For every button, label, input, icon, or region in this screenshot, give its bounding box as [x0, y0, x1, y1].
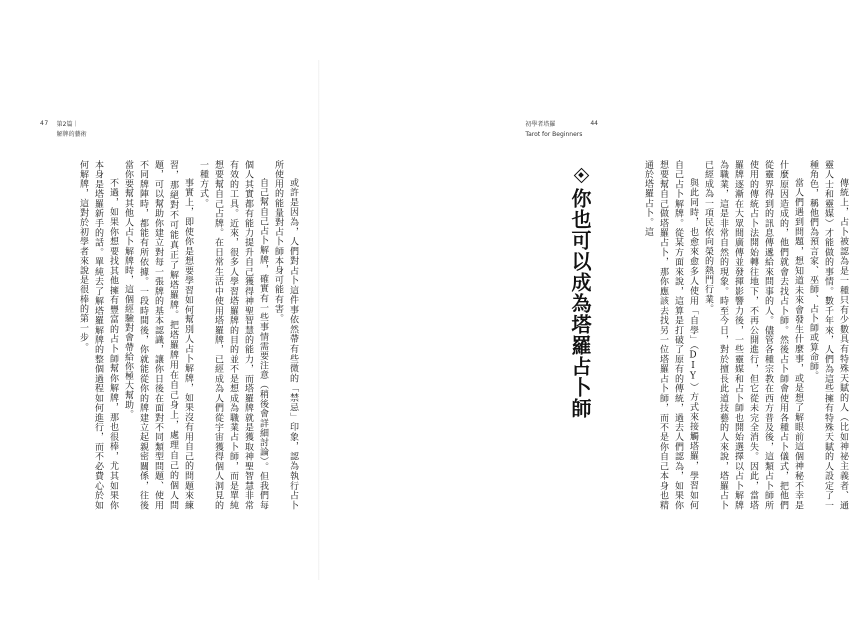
chapter-title: 第2篇｜	[56, 121, 79, 128]
paragraph: 自己幫自己占卜解牌，確實有一些事情需要注意（稍後會詳細討論）。但我們每個人其實都有能力提升自己獲得神聖智慧的能力，而塔羅牌就是獲取神聖智慧非常有效的工具。近來，很多人學習塔羅牌的目的並不是想成為職業占卜師，而是單純想要幫自己占牌。在日常生活中使用塔羅牌，已經成為人們從宇宙獲得個人洞見的一種方式。	[198, 160, 268, 510]
section-title	[566, 168, 595, 419]
paragraph: 當人們遇到問題，想知道未來會發生什麼事，或是想了解眼前這個神秘不幸是什麼原因造成的，他們就會去找占卜師。然後占卜師會使用各種占卜儀式，把他們從靈界得到的訊息傳遞給來問事的人。儘管各種宗教在西方普及後，這類占卜師所使用的傳統占卜法開始轉往地下，不再公開進行，但它從未完全消失。因此，當塔羅牌逐漸在大眾間廣傳並發揮影響力後，一些靈媒和占卜師也開始選擇以占卜解牌為職業，這是非常自然的現象。時至今日，對於擅長此道技藝的人來說，塔羅占卜已經成為一項民依向榮的熱門行業。	[703, 160, 803, 510]
left-page	[0, 0, 320, 640]
left-body-text	[44, 160, 300, 510]
section-title-text: 你也可以成為塔羅占卜師	[568, 188, 592, 419]
diamond-ornament-icon	[574, 168, 588, 182]
left-chapter-label	[57, 120, 87, 140]
paragraph: 或許是因為，人們對占卜這件事依然帶有些微的「禁忌」印象，認為執行占卜所使用的能量對占卜師本身可能有害。	[273, 160, 298, 510]
running-title-english: Tarot for Beginners	[525, 131, 583, 138]
right-page-number: 44	[590, 120, 598, 127]
running-title-block	[525, 120, 582, 140]
right-page-header	[525, 120, 598, 140]
running-title: 初學者塔羅	[525, 121, 556, 128]
chapter-subtitle: 解牌的藝術	[56, 131, 87, 138]
right-body-text	[643, 160, 850, 510]
left-page-header	[40, 120, 87, 140]
left-page-number: 47	[40, 120, 49, 127]
paragraph: 傳統上，占卜被認為是一種只有少數具有特殊天賦的人（比如神祕主義者、通靈人士和靈媒）才能做的事情。數千年來，人們為這些擁有特殊天賦的人設定了一種角色，稱他們為預言家、巫師、占卜師或算命師。	[808, 160, 848, 510]
paragraph: 事實上，即使你是想要學習如何幫別人占卜解牌，如果沒有用自己的問題來練習，那絕對不可能真正了解塔羅牌。把塔羅牌用在自己身上，處理自己的個人問題，可以幫助你建立對每一張牌的基本認識，讓你日後在面對不同類型問題、使用不同牌陣時，都能有所依據。一段時間後，你就能從你的牌建立起親密關係，往後當你要幫其他人占卜解牌時，這個經驗對會帶給你極大幫助。	[123, 160, 193, 510]
paragraph: 不過，如果你想要找其他擁有豐富的占卜師幫你解牌，那也很棒，尤其如果你本身是塔羅新手的話。單純去了解塔羅解牌的整個過程如何進行，而不必費心於如何解牌，這對於初學者來說是很棒的第一步。	[78, 160, 118, 510]
paragraph: 與此同時，也愈來愈多人使用「自學」（DIY）方式來接觸塔羅，學習如何自己占卜解牌。從某方面來說，這算是打破了原有的傳統，過去人們認為，如果你想要幫自己做塔羅占卜，那你應該去找另一位塔羅占卜師，而不是你自己本身也精通於塔羅占卜。這	[643, 160, 698, 510]
